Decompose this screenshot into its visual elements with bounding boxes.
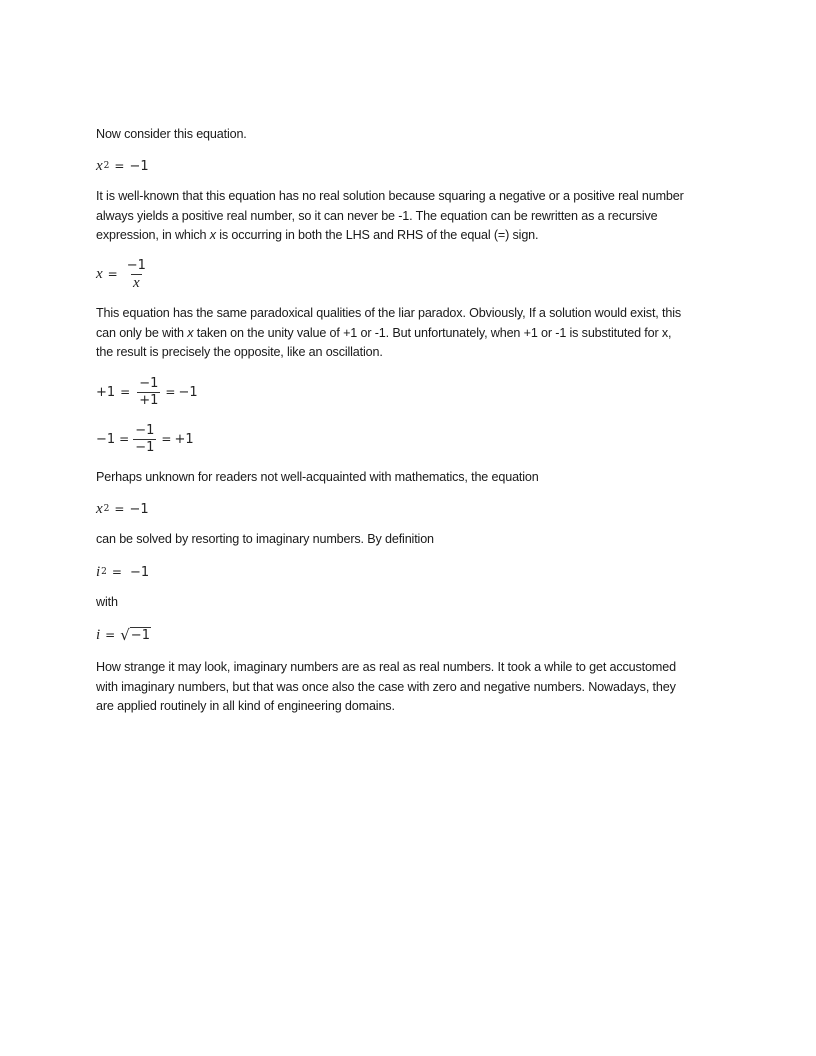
equals-sign: = (119, 432, 130, 446)
equals-sign: = (165, 385, 176, 399)
text-segment: taken on the unity value of +1 or -1. But unfortunately, when +1 or -1 is substituted for x, (193, 325, 672, 340)
text-segment: is occurring in both the LHS and RHS of the equal (=) sign. (215, 228, 539, 242)
text-line: are applied routinely in all kind of engineering domains. (96, 699, 395, 713)
equals-sign: = (105, 628, 116, 642)
text-line: can be solved by resorting to imaginary numbers. By definition (96, 532, 434, 546)
text-line: with imaginary numbers, but that was once also the case with zero and negative numbers. Nowadays, they (96, 679, 676, 694)
equals-sign: = (111, 565, 122, 579)
square-root (120, 627, 151, 643)
equals-sign: = (114, 159, 125, 173)
equals-sign: = (107, 267, 118, 281)
equation-plus-one (96, 374, 198, 410)
fraction-denominator: x (132, 274, 140, 291)
equation-minus-one (96, 421, 194, 457)
equation-lhs: +1 (96, 384, 116, 400)
text-line: Perhaps unknown for readers not well-acquainted with mathematics, the equation (96, 470, 539, 484)
equation-i-definition (96, 624, 151, 646)
text-line: always yields a positive real number, so it can never be -1. The equation can be rewritten as a recursive (96, 208, 658, 223)
equation-x-squared-repeat (96, 499, 149, 519)
text-line (96, 226, 726, 246)
radical-sign-icon: √ (120, 626, 130, 644)
equation-variable: x (96, 500, 103, 517)
fraction (137, 376, 160, 409)
paragraph-with (96, 593, 726, 613)
equation-x-squared (96, 156, 149, 176)
italic-variable: x (187, 325, 194, 340)
fraction-denominator: −1 (135, 439, 155, 455)
equation-rhs: −1 (129, 564, 150, 580)
italic-variable: x (209, 228, 216, 242)
equation-exponent: 2 (101, 567, 107, 577)
text-line: It is well-known that this equation has no real solution because squaring a negative or a positive real number (96, 189, 684, 203)
text-segment: can only be with (96, 325, 188, 340)
text-segment: expression, in which (96, 228, 210, 242)
text-line: How strange it may look, imaginary numbers are as real as real numbers. It took a while to get accustomed (96, 660, 676, 674)
equation-i-squared (96, 562, 149, 582)
paragraph-liar-paradox (96, 304, 726, 363)
text-line (96, 324, 726, 344)
fraction-denominator: +1 (139, 392, 159, 408)
paragraph-no-real-solution (96, 187, 726, 246)
equation-rhs: −1 (129, 501, 149, 517)
text-line: with (96, 595, 118, 609)
fraction-numerator: −1 (135, 422, 155, 438)
equation-lhs: x (96, 265, 103, 282)
text-line: Now consider this equation. (96, 127, 247, 141)
equation-variable: x (96, 157, 103, 174)
equals-sign: = (114, 502, 125, 516)
fraction (125, 258, 148, 291)
fraction-numerator: −1 (126, 257, 146, 273)
text-line: This equation has the same paradoxical qualities of the liar paradox. Obviously, If a solution would exist, this (96, 306, 681, 320)
paragraph-intro (96, 125, 726, 145)
paragraph-perhaps-unknown (96, 468, 726, 488)
equation-variable: i (96, 563, 101, 580)
equation-recursive (96, 256, 150, 292)
equation-rhs: −1 (129, 158, 149, 174)
equation-exponent: 2 (103, 504, 110, 514)
paragraph-how-strange (96, 658, 726, 717)
paragraph-can-be-solved (96, 530, 726, 550)
equation-exponent: 2 (103, 161, 110, 171)
equation-variable: i (96, 626, 101, 643)
fraction (133, 423, 156, 456)
equals-sign: = (120, 385, 131, 399)
equals-sign: = (161, 432, 172, 446)
radicand: −1 (130, 628, 150, 643)
equation-rhs: −1 (178, 384, 198, 400)
text-line: the result is precisely the opposite, like an oscillation. (96, 345, 383, 359)
equation-lhs: −1 (96, 431, 116, 447)
equation-rhs: +1 (174, 431, 194, 447)
fraction-numerator: −1 (139, 375, 159, 391)
